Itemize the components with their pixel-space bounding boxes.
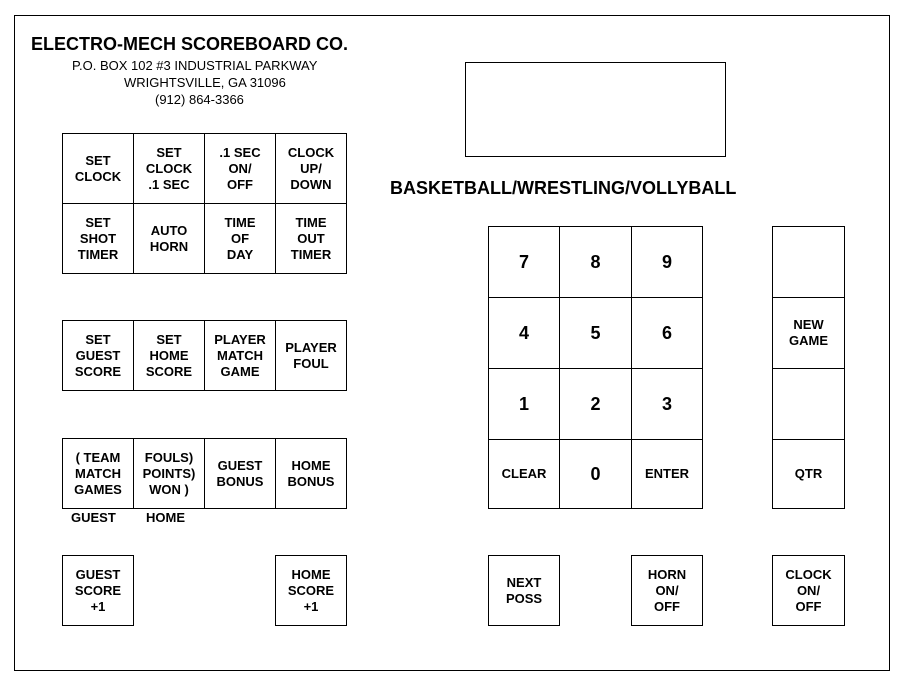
clock-up-down-button[interactable]: CLOCK UP/ DOWN xyxy=(275,133,347,204)
keypad-7[interactable]: 7 xyxy=(488,226,560,298)
sport-title: BASKETBALL/WRESTLING/VOLLYBALL xyxy=(390,178,737,198)
address-line-2: WRIGHTSVILLE, GA 31096 xyxy=(124,75,286,90)
keypad-3[interactable]: 3 xyxy=(631,368,703,440)
home-score-plus-one-button[interactable]: HOME SCORE +1 xyxy=(275,555,347,626)
keypad-1[interactable]: 1 xyxy=(488,368,560,440)
address-line-1: P.O. BOX 102 #3 INDUSTRIAL PARKWAY xyxy=(72,58,318,73)
keypad-6[interactable]: 6 xyxy=(631,297,703,369)
keypad-4[interactable]: 4 xyxy=(488,297,560,369)
display-window xyxy=(465,62,726,157)
time-out-timer-button[interactable]: TIME OUT TIMER xyxy=(275,203,347,274)
next-possession-button[interactable]: NEXT POSS xyxy=(488,555,560,626)
guest-label: GUEST xyxy=(71,510,116,525)
set-shot-timer-button[interactable]: SET SHOT TIMER xyxy=(62,203,134,274)
keypad-0[interactable]: 0 xyxy=(559,439,632,509)
set-clock-tenth-button[interactable]: SET CLOCK .1 SEC xyxy=(133,133,205,204)
player-foul-button[interactable]: PLAYER FOUL xyxy=(275,320,347,391)
company-name: ELECTRO-MECH SCOREBOARD CO. xyxy=(31,34,349,54)
keypad-enter-button[interactable]: ENTER xyxy=(631,439,703,509)
home-label: HOME xyxy=(146,510,185,525)
keypad-9[interactable]: 9 xyxy=(631,226,703,298)
phone-number: (912) 864-3366 xyxy=(155,92,244,107)
tenth-sec-toggle-button[interactable]: .1 SEC ON/ OFF xyxy=(204,133,276,204)
guest-team-match-games-button[interactable]: ( TEAM MATCH GAMES xyxy=(62,438,134,509)
guest-score-plus-one-button[interactable]: GUEST SCORE +1 xyxy=(62,555,134,626)
keypad-8[interactable]: 8 xyxy=(559,226,632,298)
set-clock-button[interactable]: SET CLOCK xyxy=(62,133,134,204)
new-game-button[interactable]: NEW GAME xyxy=(772,297,845,369)
player-match-game-button[interactable]: PLAYER MATCH GAME xyxy=(204,320,276,391)
guest-bonus-button[interactable]: GUEST BONUS xyxy=(204,438,276,509)
blank-key-top[interactable] xyxy=(772,226,845,298)
keypad-5[interactable]: 5 xyxy=(559,297,632,369)
time-of-day-button[interactable]: TIME OF DAY xyxy=(204,203,276,274)
clock-on-off-button[interactable]: CLOCK ON/ OFF xyxy=(772,555,845,626)
set-home-score-button[interactable]: SET HOME SCORE xyxy=(133,320,205,391)
home-fouls-points-won-button[interactable]: FOULS) POINTS) WON ) xyxy=(133,438,205,509)
keypad-2[interactable]: 2 xyxy=(559,368,632,440)
quarter-button[interactable]: QTR xyxy=(772,439,845,509)
blank-key-middle[interactable] xyxy=(772,368,845,440)
auto-horn-button[interactable]: AUTO HORN xyxy=(133,203,205,274)
set-guest-score-button[interactable]: SET GUEST SCORE xyxy=(62,320,134,391)
home-bonus-button[interactable]: HOME BONUS xyxy=(275,438,347,509)
keypad-clear-button[interactable]: CLEAR xyxy=(488,439,560,509)
horn-on-off-button[interactable]: HORN ON/ OFF xyxy=(631,555,703,626)
